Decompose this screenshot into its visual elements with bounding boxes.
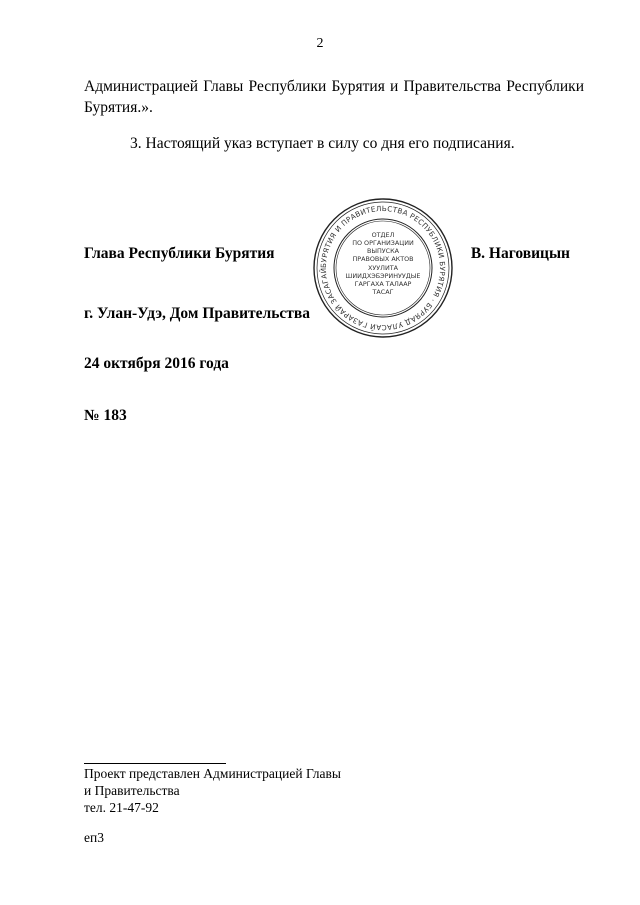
seal-line-1: ОТДЕЛ [371, 231, 395, 239]
official-seal-stamp [312, 197, 454, 339]
seal-line-8: ТАСАГ [372, 288, 394, 296]
seal-line-7: ГАРГАХА ТАЛААР [354, 280, 412, 288]
signatory-position: Глава Республики Бурятия [84, 245, 275, 262]
footnote-line-2: и Правительства [84, 783, 180, 798]
footnote-code: еп3 [84, 830, 104, 845]
seal-line-3: ВЫПУСКА [366, 247, 400, 255]
seal-line-5: ХУУЛИТА [367, 264, 399, 272]
continuation-paragraph: Администрацией Главы Республики Бурятия и Правительства Республики Бурятия.». [84, 78, 584, 116]
seal-line-6: ШИИДХЭБЭРИНУУДЫЕ [345, 272, 421, 280]
signing-date: 24 октября 2016 года [84, 355, 229, 372]
effective-date-paragraph: 3. Настоящий указ вступает в силу со дня его подписания. [130, 135, 515, 152]
decree-number: № 183 [84, 407, 127, 424]
seal-ring-text: БУРЯТИЯ И ПРАВИТЕЛЬСТВА РЕСПУБЛИКИ БУРЯТИЯ · БУРЯАД УЛАСАЙ ГАЗАРАЙ ЗАСАГАЙ [318, 203, 448, 333]
footnote-phone: тел. 21-47-92 [84, 800, 159, 815]
signatory-name: В. Наговицын [470, 245, 570, 262]
seal-icon [312, 197, 454, 339]
footnote-divider [84, 763, 226, 764]
footnote-line-1: Проект представлен Администрацией Главы [84, 766, 341, 781]
seal-line-4: ПРАВОВЫХ АКТОВ [352, 255, 414, 263]
signing-place: г. Улан-Удэ, Дом Правительства [84, 305, 311, 322]
seal-line-2: ПО ОРГАНИЗАЦИИ [352, 239, 414, 247]
page-number: 2 [316, 36, 324, 51]
